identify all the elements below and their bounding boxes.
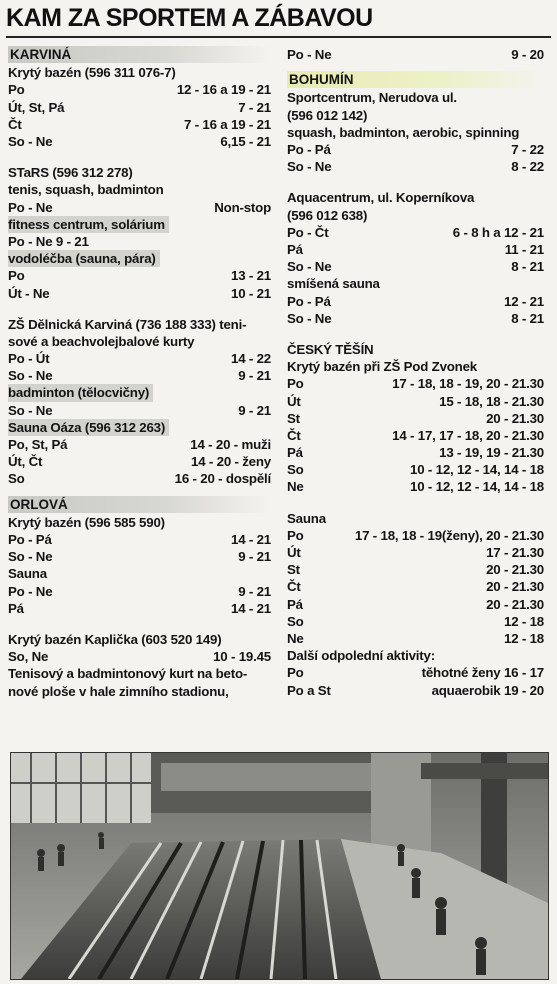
- hours-value: aquaerobik 19 - 20: [431, 682, 544, 698]
- day-label: Pá: [287, 596, 303, 612]
- schedule-row: [287, 444, 544, 461]
- activity-label: tenis, squash, badminton: [8, 182, 164, 198]
- schedule-row: [287, 527, 544, 544]
- day-label: So, Ne: [8, 649, 49, 665]
- day-label: Pá: [8, 600, 24, 616]
- venue-name: Sauna: [287, 510, 326, 526]
- hours-value: 20 - 21.30: [486, 596, 544, 612]
- hours-value: 14 - 20 - muži: [190, 437, 271, 453]
- hours-value: Non-stop: [214, 199, 271, 215]
- schedule-row: [287, 410, 544, 427]
- hours-value: 10 - 21: [231, 285, 271, 301]
- schedule-row: [8, 233, 271, 250]
- day-label: Po: [287, 376, 304, 392]
- schedule-row: [287, 461, 544, 478]
- spacer: [8, 488, 271, 496]
- schedule-row: [8, 453, 271, 470]
- day-label: Pá: [287, 241, 303, 257]
- day-label: Út, St, Pá: [8, 99, 65, 115]
- day-label: So - Ne: [287, 159, 332, 175]
- day-label: Čt: [287, 427, 301, 443]
- hours-value: 15 - 18, 18 - 21.30: [439, 393, 544, 409]
- schedule-row: [287, 46, 544, 63]
- venue-name: Krytý bazén při ZŠ Pod Zvonek: [287, 359, 477, 375]
- venue-name: Sauna: [8, 566, 47, 582]
- right-column: [287, 46, 544, 699]
- note-text: nové ploše v hale zimního stadionu,: [8, 683, 229, 699]
- schedule-row: [287, 478, 544, 495]
- day-label: So - Ne: [8, 368, 53, 384]
- hours-value: 9 - 21: [238, 549, 271, 565]
- hours-value: 11 - 21: [504, 241, 544, 257]
- day-label: Po: [8, 82, 25, 98]
- day-label: Pá: [287, 445, 303, 461]
- section-heading-orlova: ORLOVÁ: [8, 496, 271, 513]
- schedule-row: [8, 199, 271, 216]
- venue-name: Aquacentrum, ul. Koperníkova: [287, 190, 475, 206]
- day-label: So - Ne: [287, 259, 332, 275]
- venue-name: Sportcentrum, Nerudova ul.: [287, 90, 457, 106]
- hours-value: těhotné ženy 16 - 17: [421, 665, 544, 681]
- schedule-row: [287, 682, 544, 699]
- day-label: Po - Ne 9 - 21: [8, 233, 89, 249]
- section-heading-karvina: KARVINÁ: [8, 46, 271, 63]
- schedule-row: [287, 141, 544, 158]
- schedule-row: [8, 116, 271, 133]
- hours-value: 6,15 - 21: [220, 133, 271, 149]
- day-label: Ne: [287, 630, 304, 646]
- schedule-row: [287, 596, 544, 613]
- other-activities-heading: Další odpolední aktivity:: [287, 648, 435, 664]
- spacer: [287, 327, 544, 341]
- activity-label: vodoléčba (sauna, pára): [8, 250, 160, 267]
- venue-name: Krytý bazén Kaplička (603 520 149): [8, 631, 222, 647]
- day-label: Po - Ne: [8, 583, 53, 599]
- day-label: Čt: [287, 579, 301, 595]
- section-heading-tesin: ČESKÝ TĚŠÍN: [287, 341, 374, 357]
- day-label: Čt: [8, 116, 22, 132]
- day-label: So - Ne: [8, 133, 53, 149]
- hours-value: 8 - 21: [511, 259, 544, 275]
- schedule-row: [287, 293, 544, 310]
- day-label: So - Ne: [8, 549, 53, 565]
- schedule-row: [287, 241, 544, 258]
- activity-label: squash, badminton, aerobic, spinning: [287, 124, 520, 140]
- spacer: [287, 496, 544, 510]
- schedule-row: [8, 648, 271, 665]
- activity-label: fitness centrum, solárium: [8, 216, 169, 233]
- hours-value: 17 - 18, 18 - 19(ženy), 20 - 21.30: [354, 527, 544, 543]
- schedule-row: [287, 427, 544, 444]
- masthead-rule: [6, 36, 551, 38]
- schedule-row: [287, 544, 544, 561]
- schedule-row: [8, 548, 271, 565]
- left-column: [8, 46, 271, 700]
- hours-value: 20 - 21.30: [486, 579, 544, 595]
- schedule-row: [8, 531, 271, 548]
- schedule-row: [287, 224, 544, 241]
- hours-value: 9 - 20: [511, 47, 544, 62]
- hours-value: 12 - 18: [504, 630, 544, 646]
- hours-value: 8 - 21: [511, 310, 544, 326]
- spacer: [287, 175, 544, 189]
- day-label: Út: [287, 545, 301, 561]
- hours-value: 17 - 18, 18 - 19, 20 - 21.30: [392, 376, 544, 392]
- hours-value: 9 - 21: [238, 583, 271, 599]
- venue-phone: (596 012 638): [287, 207, 368, 223]
- day-label: So - Ne: [8, 402, 53, 418]
- day-label: So: [287, 613, 304, 629]
- hours-value: 14 - 20 - ženy: [191, 454, 271, 470]
- schedule-row: [287, 375, 544, 392]
- schedule-row: [8, 133, 271, 150]
- hours-value: 7 - 21: [238, 99, 271, 115]
- activity-label: smíšená sauna: [287, 276, 380, 292]
- hours-value: 13 - 21: [231, 268, 271, 284]
- day-label: Po: [287, 527, 304, 543]
- spacer: [8, 617, 271, 631]
- day-label: Po: [8, 268, 25, 284]
- hours-value: 10 - 12, 12 - 14, 14 - 18: [410, 462, 544, 478]
- schedule-row: [8, 402, 271, 419]
- hours-value: 6 - 8 h a 12 - 21: [452, 224, 544, 240]
- hours-value: 7 - 22: [511, 141, 544, 157]
- hours-value: 14 - 17, 17 - 18, 20 - 21.30: [392, 427, 544, 443]
- day-label: So: [8, 471, 25, 487]
- spacer: [287, 63, 544, 71]
- venue-name: STaRS (596 312 278): [8, 165, 133, 181]
- day-label: So - Ne: [287, 310, 332, 326]
- swimming-pool-illustration: [11, 753, 548, 979]
- day-label: Po, St, Pá: [8, 437, 68, 453]
- hours-value: 20 - 21.30: [486, 410, 544, 426]
- venue-name-cont: sové a beachvolejbalové kurty: [8, 333, 195, 349]
- schedule-row: [8, 350, 271, 367]
- venue-name: Krytý bazén (596 311 076-7): [8, 65, 176, 81]
- note-text: Tenisový a badmintonový kurt na beto-: [8, 666, 248, 682]
- day-label: Po: [287, 665, 304, 681]
- schedule-row: [287, 158, 544, 175]
- schedule-row: [287, 393, 544, 410]
- swimming-pool-photo: [10, 752, 549, 980]
- hours-value: 12 - 16 a 19 - 21: [176, 82, 271, 98]
- day-label: Ne: [287, 479, 304, 495]
- day-label: Po - Ne: [287, 47, 332, 62]
- day-label: St: [287, 410, 300, 426]
- schedule-row: [287, 578, 544, 595]
- day-label: Út - Ne: [8, 285, 50, 301]
- schedule-row: [8, 583, 271, 600]
- schedule-row: [287, 630, 544, 647]
- day-label: So: [287, 462, 304, 478]
- day-label: Po a St: [287, 682, 331, 698]
- schedule-row: [8, 470, 271, 487]
- hours-value: 16 - 20 - dospělí: [174, 471, 271, 487]
- schedule-row: [8, 285, 271, 302]
- hours-value: 10 - 19.45: [213, 649, 271, 665]
- schedule-row: [287, 310, 544, 327]
- schedule-row: [8, 436, 271, 453]
- day-label: Po - Ne: [8, 199, 53, 215]
- day-label: Út: [287, 393, 301, 409]
- schedule-row: [8, 367, 271, 384]
- schedule-row: [287, 258, 544, 275]
- hours-value: 14 - 21: [231, 600, 271, 616]
- activity-label: badminton (tělocvičny): [8, 384, 153, 401]
- day-label: Po - Pá: [287, 293, 331, 309]
- hours-value: 12 - 21: [504, 293, 544, 309]
- day-label: Út, Čt: [8, 454, 43, 470]
- venue-name: Krytý bazén (596 585 590): [8, 514, 165, 530]
- hours-value: 7 - 16 a 19 - 21: [184, 116, 271, 132]
- schedule-row: [8, 81, 271, 98]
- day-label: Po - Pá: [287, 141, 331, 157]
- hours-value: 12 - 18: [504, 613, 544, 629]
- hours-value: 14 - 22: [231, 351, 271, 367]
- day-label: Po - Pá: [8, 532, 52, 548]
- venue-name: Sauna Oáza (596 312 263): [8, 419, 169, 436]
- section-heading-bohumin: BOHUMÍN: [287, 71, 544, 88]
- hours-value: 9 - 21: [238, 402, 271, 418]
- schedule-row: [8, 600, 271, 617]
- hours-value: 8 - 22: [511, 159, 544, 175]
- hours-value: 20 - 21.30: [486, 562, 544, 578]
- day-label: St: [287, 562, 300, 578]
- venue-phone: (596 012 142): [287, 107, 368, 123]
- hours-value: 10 - 12, 12 - 14, 14 - 18: [410, 479, 544, 495]
- day-label: Po - Út: [8, 351, 50, 367]
- day-label: Po - Čt: [287, 224, 329, 240]
- hours-value: 9 - 21: [238, 368, 271, 384]
- spacer: [8, 150, 271, 164]
- schedule-row: [287, 664, 544, 681]
- schedule-row: [8, 267, 271, 284]
- hours-value: 13 - 19, 19 - 21.30: [439, 445, 544, 461]
- hours-value: 17 - 21.30: [486, 545, 544, 561]
- masthead-title: KAM ZA SPORTEM A ZÁBAVOU: [6, 4, 373, 32]
- venue-name: ZŠ Dělnická Karviná (736 188 333) teni-: [8, 316, 247, 332]
- schedule-row: [287, 561, 544, 578]
- hours-value: 14 - 21: [231, 532, 271, 548]
- schedule-row: [8, 99, 271, 116]
- spacer: [8, 302, 271, 316]
- schedule-row: [287, 613, 544, 630]
